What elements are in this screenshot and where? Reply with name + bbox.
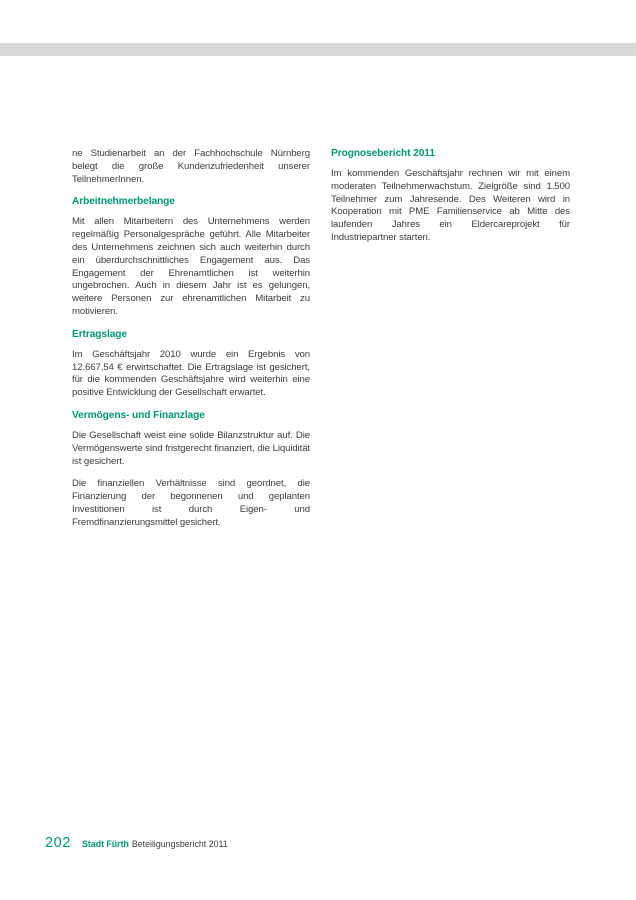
finanzlage-paragraph-2: Die finanziellen Verhältnisse sind geordnet, die Finanzierung der begonnenen und geplanten Investitionen ist durch Eigen- und Fremdfinanzierungsmittel gesichert.	[72, 478, 310, 528]
ertragslage-paragraph: Im Geschäftsjahr 2010 wurde ein Ergebnis von 12.667,54 € erwirtschaftet. Die Ertragslage ist gesichert, für die kommenden Geschäftsjahre wird weiterhin eine positive Entwicklung der Gesellschaft erwartet.	[72, 348, 310, 399]
prognosebericht-paragraph: Im kommenden Geschäftsjahr rechnen wir mit einem moderaten Teilnehmerwachstum. Zielgröße sind 1.500 Teilnehmer zum Jahresende. Des Weiteren wird in Kooperation mit PME Familienservice ab Mitte des laufenden Jahres ein Eldercareprojekt für Industriepartner starten.	[331, 168, 570, 243]
intro-continuation-paragraph: ne Studienarbeit an der Fachhochschule Nürnberg belegt die große Kundenzufriedenheit unserer TeilnehmerInnen.	[72, 148, 310, 185]
section-heading-arbeitnehmerbelange: Arbeitnehmerbelange	[72, 196, 175, 208]
footer-publisher: Stadt Fürth	[82, 839, 129, 849]
page-footer	[45, 835, 228, 851]
left-column	[72, 148, 310, 540]
right-column	[331, 148, 570, 255]
arbeitnehmerbelange-paragraph: Mit allen Mitarbeitern des Unternehmens werden regelmäßig Personalgespräche geführt. Alle Mitarbeiter des Unternehmens zeichnen sich auch weiterhin durch ein überdurchschnittliches Engagement aus. Das Engagement der Ehrenamtlichen ist weiterhin ungebrochen. Auch in diesem Jahr ist es gelungen, weitere Personen zur ehrenamtlichen Mitarbeit zu motivieren.	[72, 216, 310, 317]
section-heading-ertragslage: Ertragslage	[72, 328, 127, 340]
section-heading-vermoegens-und-finanzlage: Vermögens- und Finanzlage	[72, 409, 205, 421]
footer-report-title: Beteiligungsbericht 2011	[131, 839, 228, 849]
section-heading-prognosebericht: Prognosebericht 2011	[331, 148, 435, 159]
header-divider-bar	[0, 43, 636, 56]
page-number: 202	[45, 835, 71, 851]
finanzlage-paragraph-1: Die Gesellschaft weist eine solide Bilanzstruktur auf. Die Vermögenswerte sind fristgerecht finanziert, die Liquidität ist gesichert.	[72, 429, 310, 467]
